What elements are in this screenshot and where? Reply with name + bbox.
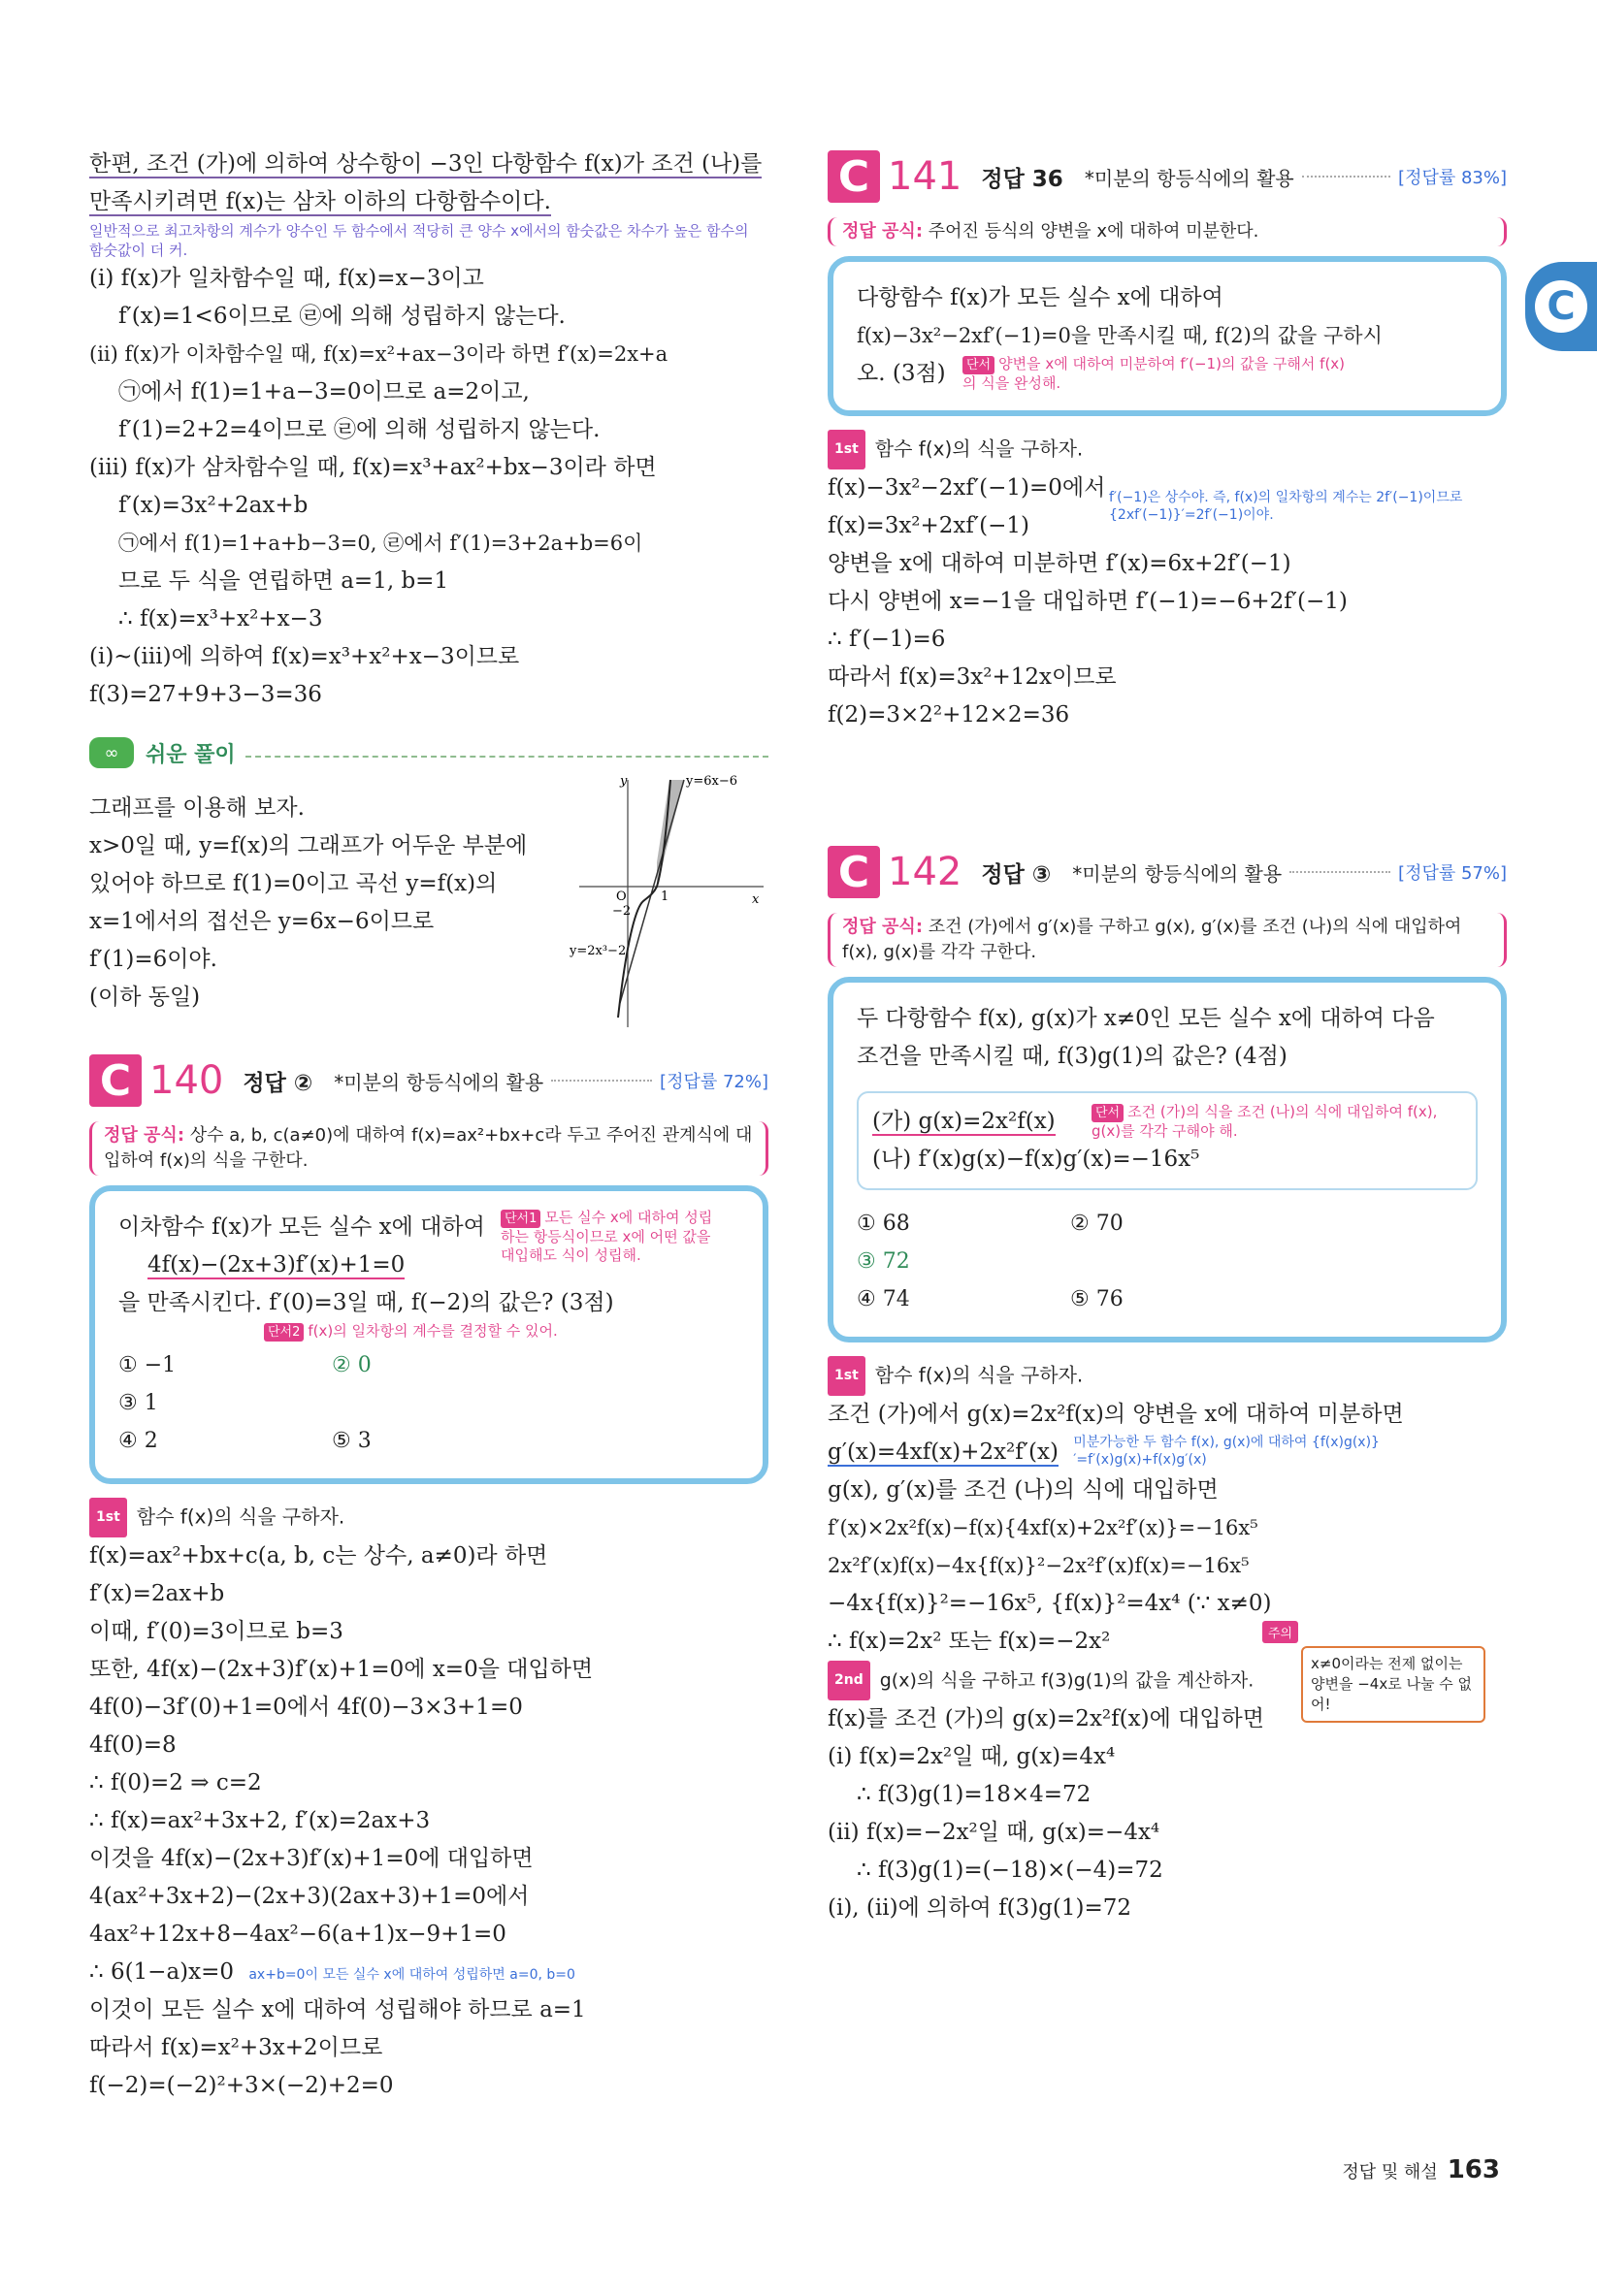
problem-line: 조건을 만족시킬 때, f(3)g(1)의 값은? (4점) <box>857 1044 1287 1069</box>
step-1-tag: 1st <box>828 1356 865 1396</box>
easy-solution-block <box>89 774 768 1032</box>
intro-line-2: 만족시키려면 f(x)는 삼차 이하의 다항함수이다. <box>89 189 551 214</box>
wave-divider <box>245 748 768 758</box>
solution-line: ∴ f′(−1)=6 <box>828 627 946 652</box>
graph-curve-label: y=2x³−2 <box>570 944 627 958</box>
easy-line: (이하 동일) <box>89 985 201 1010</box>
caution-box: x≠0이라는 전제 없이는 양변을 −4x로 나눌 수 없어! <box>1301 1646 1485 1723</box>
hint: 단서 조건 (가)의 식을 조건 (나)의 식에 대입하여 f(x), g(x)를 각각 구해야 해. <box>1092 1103 1438 1140</box>
answer-label: 정답 ③ <box>981 861 1052 888</box>
solution-line: (i), (ii)에 의하여 f(3)g(1)=72 <box>828 1895 1132 1921</box>
condition-b: (나) f′(x)g(x)−f(x)g′(x)=−16x⁵ <box>872 1147 1200 1172</box>
solution-line: f(x)−3x²−2xf′(−1)=0에서 <box>828 475 1106 501</box>
solution-line: (ii) f(x)=−2x²일 때, g(x)=−4x⁴ <box>828 1820 1160 1845</box>
solution-line: 4f(0)−3f′(0)+1=0에서 4f(0)−3×3+1=0 <box>89 1695 523 1720</box>
footer-label: 정답 및 해설 <box>1342 2162 1438 2183</box>
option[interactable]: ④ 2 <box>118 1429 158 1453</box>
dotted-leader <box>1302 176 1390 178</box>
options <box>857 1206 1478 1319</box>
easy-line: f′(1)=6이야. <box>89 947 217 972</box>
option[interactable]: ④ 74 <box>857 1287 910 1311</box>
answer-formula <box>89 1121 768 1176</box>
problem-line: 다항함수 f(x)가 모든 실수 x에 대하여 <box>857 285 1223 310</box>
intro-note: 일반적으로 최고차항의 계수가 양수인 두 함수에서 적당히 큰 양수 x에서의 함숫값은 차수가 높은 함수의 함숫값이 더 커. <box>89 222 749 259</box>
problem-140-header <box>89 1050 768 1112</box>
option-selected[interactable]: ② 0 <box>332 1353 372 1377</box>
solution-line: 또한, 4f(x)−(2x+3)f′(x)+1=0에 x=0을 대입하면 <box>89 1657 594 1682</box>
case-line: ㉠에서 f(1)=1+a+b−3=0, ㉣에서 f′(1)=3+2a+b=6이 <box>118 532 643 555</box>
solution-line: ∴ f(3)g(1)=18×4=72 <box>857 1782 1092 1807</box>
answer-formula <box>828 217 1507 246</box>
case-line: (i)~(iii)에 의하여 f(x)=x³+x²+x−3이므로 <box>89 644 520 669</box>
step-2-tag: 2nd <box>828 1661 870 1700</box>
hint-2: 단서2 f(x)의 일차항의 계수를 결정할 수 있어. <box>264 1322 739 1342</box>
formula-text: 조건 (가)에서 g′(x)를 구하고 g(x), g′(x)를 조건 (나)의 식에 대입하여 f(x), g(x)를 각각 구한다. <box>842 917 1462 962</box>
side-note: f′(−1)은 상수야. 즉, f(x)의 일차항의 계수는 2f′(−1)이므로 {2xf′(−1)}′=2f′(−1)이야. <box>1109 490 1463 523</box>
solution-line: 이것이 모든 실수 x에 대하여 성립해야 하므로 a=1 <box>89 1997 586 2022</box>
solution-line: ∴ f(x)=2x² 또는 f(x)=−2x² <box>828 1629 1111 1654</box>
correct-rate: [정답률 72%] <box>660 1072 768 1092</box>
solution-line: f(x)=3x²+2xf′(−1) <box>828 513 1029 538</box>
solution-line: 4f(0)=8 <box>89 1732 177 1758</box>
graph-one: 1 <box>661 889 669 904</box>
problem-number: 141 <box>888 154 962 199</box>
option[interactable]: ① −1 <box>118 1353 177 1377</box>
solution-line: 다시 양변에 x=−1을 대입하면 f′(−1)=−6+2f′(−1) <box>828 589 1348 614</box>
section-tab <box>1525 262 1597 351</box>
problem-line: 을 만족시킨다. f′(0)=3일 때, f(−2)의 값은? (3점) <box>118 1290 614 1315</box>
solution-line: f(−2)=(−2)²+3×(−2)+2=0 <box>89 2073 394 2098</box>
solution-line: 4(ax²+3x+2)−(2x+3)(2ax+3)+1=0에서 <box>89 1884 530 1909</box>
case-line: (iii) f(x)가 삼차함수일 때, f(x)=x³+ax²+bx−3이라 하면 <box>89 455 657 480</box>
easy-line: 있어야 하므로 f(1)=0이고 곡선 y=f(x)의 <box>89 871 498 896</box>
page-footer <box>1342 2155 1500 2184</box>
solution-line: f′(x)=2ax+b <box>89 1581 225 1606</box>
graph-origin: O <box>616 889 627 904</box>
problem-141-header <box>828 146 1507 208</box>
answer-label: 정답 36 <box>981 166 1063 192</box>
option[interactable]: ② 70 <box>1070 1212 1124 1236</box>
answer-label: 정답 ② <box>243 1070 313 1096</box>
problem-box <box>828 977 1507 1342</box>
problem-line: f(x)−3x²−2xf′(−1)=0을 만족시킬 때, f(2)의 값을 구하시 <box>857 324 1383 347</box>
option-selected[interactable]: ③ 72 <box>857 1249 910 1274</box>
option[interactable]: ① 68 <box>857 1212 910 1236</box>
topic-label: *미분의 항등식에의 활용 <box>1072 861 1283 886</box>
caution-tag: 주의 <box>1262 1621 1298 1643</box>
graph-line-label: y=6x−6 <box>686 774 738 789</box>
formula-label: 정답 공식: <box>842 221 924 242</box>
side-note: 미분가능한 두 함수 f(x), g(x)에 대하여 {f(x)g(x)}′=f′(x)g(x)+f(x)g′(x) <box>1073 1435 1380 1468</box>
options <box>118 1347 739 1461</box>
easy-solution-label: 쉬운 풀이 <box>146 742 236 767</box>
case-line: ㉠에서 f(1)=1+a−3=0이므로 a=2이고, <box>118 379 530 404</box>
dotted-leader <box>1289 871 1390 873</box>
case-line: 므로 두 식을 연립하면 a=1, b=1 <box>118 568 449 594</box>
correct-rate: [정답률 57%] <box>1398 863 1507 884</box>
hint-tag: 단서 <box>1092 1104 1124 1122</box>
option[interactable]: ⑤ 76 <box>1070 1287 1124 1311</box>
solution-line: f′(x)×2x²f(x)−f(x){4xf(x)+2x²f′(x)}=−16x⁵ <box>828 1516 1258 1539</box>
side-note: ax+b=0이 모든 실수 x에 대하여 성립하면 a=0, b=0 <box>248 1967 575 1983</box>
solution-line: 이것을 4f(x)−(2x+3)f′(x)+1=0에 대입하면 <box>89 1846 534 1871</box>
option[interactable]: ⑤ 3 <box>332 1429 372 1453</box>
graph-y-label: y <box>620 774 628 789</box>
category-badge: C <box>89 1054 142 1107</box>
category-badge: C <box>828 846 880 898</box>
tangent-graph <box>570 770 773 1032</box>
glasses-icon: ∞ <box>89 737 134 768</box>
easy-line: 그래프를 이용해 보자. <box>89 795 305 821</box>
hint-1-tag: 단서1 <box>501 1210 540 1228</box>
solution-line: 조건 (가)에서 g(x)=2x²f(x)의 양변을 x에 대하여 미분하면 <box>828 1402 1404 1427</box>
solution-line: ∴ f(3)g(1)=(−18)×(−4)=72 <box>857 1858 1163 1883</box>
step-1-tag: 1st <box>828 430 865 469</box>
correct-rate: [정답률 83%] <box>1398 168 1507 188</box>
solution-142 <box>828 1396 1507 1927</box>
solution-line: (i) f(x)=2x²일 때, g(x)=4x⁴ <box>828 1744 1116 1769</box>
problem-number: 140 <box>149 1058 224 1103</box>
solution-line: g′(x)=4xf(x)+2x²f′(x) 미분가능한 두 함수 f(x), g(x)에 대하여 {f(x)g(x)}′=f′(x)g(x)+f(x)g′(x) <box>828 1434 1507 1471</box>
step-2-header: 2nd g(x)의 식을 구하고 f(3)g(1)의 값을 계산하자. <box>828 1661 1507 1700</box>
left-column <box>89 146 768 2105</box>
answer-formula <box>828 913 1507 967</box>
right-column <box>828 146 1507 1927</box>
category-badge: C <box>828 150 880 203</box>
formula-text: 주어진 등식의 양변을 x에 대하여 미분한다. <box>928 221 1259 242</box>
solution-line: −4x{f(x)}²=−16x⁵, {f(x)}²=4x⁴ (∵ x≠0) <box>828 1591 1272 1616</box>
case-line: f(3)=27+9+3−3=36 <box>89 682 322 707</box>
option[interactable]: ③ 1 <box>118 1391 158 1415</box>
solution-line: f(2)=3×2²+12×2=36 <box>828 702 1070 728</box>
solution-line: ∴ 6(1−a)x=0 ax+b=0이 모든 실수 x에 대하여 성립하면 a=0, b=0 <box>89 1959 575 1985</box>
hint-1: 단서1 모든 실수 x에 대하여 성립하는 항등식이므로 x에 어떤 값을 대입해도 식이 성립해. <box>501 1209 713 1264</box>
solution-line: 이때, f′(0)=3이므로 b=3 <box>89 1619 343 1644</box>
solution-line: g(x), g′(x)를 조건 (나)의 식에 대입하면 <box>828 1477 1219 1503</box>
step-1-header: 1st 함수 f(x)의 식을 구하자. <box>828 1356 1507 1396</box>
problem-box <box>828 256 1507 416</box>
problem-box <box>89 1185 768 1484</box>
case-line: f′(x)=1<6이므로 ㉣에 의해 성립하지 않는다. <box>118 304 566 329</box>
step-1-header: 1st 함수 f(x)의 식을 구하자. <box>828 430 1507 469</box>
case-line: (i) f(x)가 일차함수일 때, f(x)=x−3이고 <box>89 266 484 291</box>
graph-minus-two: −2 <box>612 904 632 919</box>
solution-141 <box>828 469 1507 734</box>
solution-line: ∴ f(x)=ax²+3x+2, f′(x)=2ax+3 <box>89 1808 431 1833</box>
step-1-header: 1st 함수 f(x)의 식을 구하자. <box>89 1498 768 1537</box>
formula-text: 상수 a, b, c(a≠0)에 대하여 f(x)=ax²+bx+c라 두고 주어진 관계식에 대입하여 f(x)의 식을 구한다. <box>104 1125 753 1171</box>
page-number: 163 <box>1447 2155 1500 2184</box>
easy-solution-header <box>89 737 768 768</box>
problem-line: 두 다항함수 f(x), g(x)가 x≠0인 모든 실수 x에 대하여 다음 <box>857 1006 1435 1031</box>
solution-line: 양변을 x에 대하여 미분하면 f′(x)=6x+2f′(−1) <box>828 551 1291 576</box>
solution-line: f(x)=ax²+bx+c(a, b, c는 상수, a≠0)라 하면 <box>89 1543 548 1568</box>
easy-line: x=1에서의 접선은 y=6x−6이므로 <box>89 909 435 934</box>
problem-line: 오. (3점) 단서 양변을 x에 대하여 미분하여 f′(−1)의 값을 구해서 f(x)의 식을 완성해. <box>857 355 1478 393</box>
solution-line: 따라서 f(x)=x²+3x+2이므로 <box>89 2035 383 2060</box>
formula-label: 정답 공식: <box>104 1125 185 1146</box>
case-line: (ii) f(x)가 이차함수일 때, f(x)=x²+ax−3이라 하면 f′(x)=2x+a <box>89 342 668 366</box>
solution-line: ∴ f(0)=2 ⇒ c=2 <box>89 1770 262 1795</box>
condition-a: (가) g(x)=2x²f(x) <box>872 1109 1056 1134</box>
hint-2-tag: 단서2 <box>264 1323 304 1342</box>
hint: 단서 양변을 x에 대하여 미분하여 f′(−1)의 값을 구해서 f(x)의 식을 완성해. <box>961 355 1346 392</box>
solution-line: 따라서 f(x)=3x²+12x이므로 <box>828 664 1117 690</box>
solution-line: 4ax²+12x+8−4ax²−6(a+1)x−9+1=0 <box>89 1922 506 1947</box>
graph-x-label: x <box>752 892 760 907</box>
problem-line: 이차함수 f(x)가 모든 실수 x에 대하여 <box>118 1214 485 1240</box>
solution-line: 2x²f′(x)f(x)−4x{f(x)}²−2x²f′(x)f(x)=−16x⁵ <box>828 1554 1250 1577</box>
case-line: f′(1)=2+2=4이므로 ㉣에 의해 성립하지 않는다. <box>118 417 601 442</box>
step-1-tag: 1st <box>89 1498 127 1537</box>
solution-line: f(x)를 조건 (가)의 g(x)=2x²f(x)에 대입하면 <box>828 1706 1264 1731</box>
intro-line-1: 한편, 조건 (가)에 의하여 상수항이 −3인 다항함수 f(x)가 조건 (나)를 <box>89 151 763 177</box>
problem-142-header <box>828 841 1507 903</box>
easy-line: x>0일 때, y=f(x)의 그래프가 어두운 부분에 <box>89 833 528 858</box>
hint-tag: 단서 <box>962 356 994 374</box>
case-line: f′(x)=3x²+2ax+b <box>118 493 309 518</box>
problem-number: 142 <box>888 850 962 894</box>
section-tab-letter: C <box>1535 280 1587 333</box>
case-line: ∴ f(x)=x³+x²+x−3 <box>118 606 323 631</box>
formula-label: 정답 공식: <box>842 917 924 937</box>
condition-box <box>857 1091 1478 1190</box>
topic-label: *미분의 항등식에의 활용 <box>1084 166 1294 190</box>
problem-line: 4f(x)−(2x+3)f′(x)+1=0 <box>147 1252 406 1277</box>
dotted-leader <box>551 1080 652 1082</box>
topic-label: *미분의 항등식에의 활용 <box>334 1070 544 1094</box>
